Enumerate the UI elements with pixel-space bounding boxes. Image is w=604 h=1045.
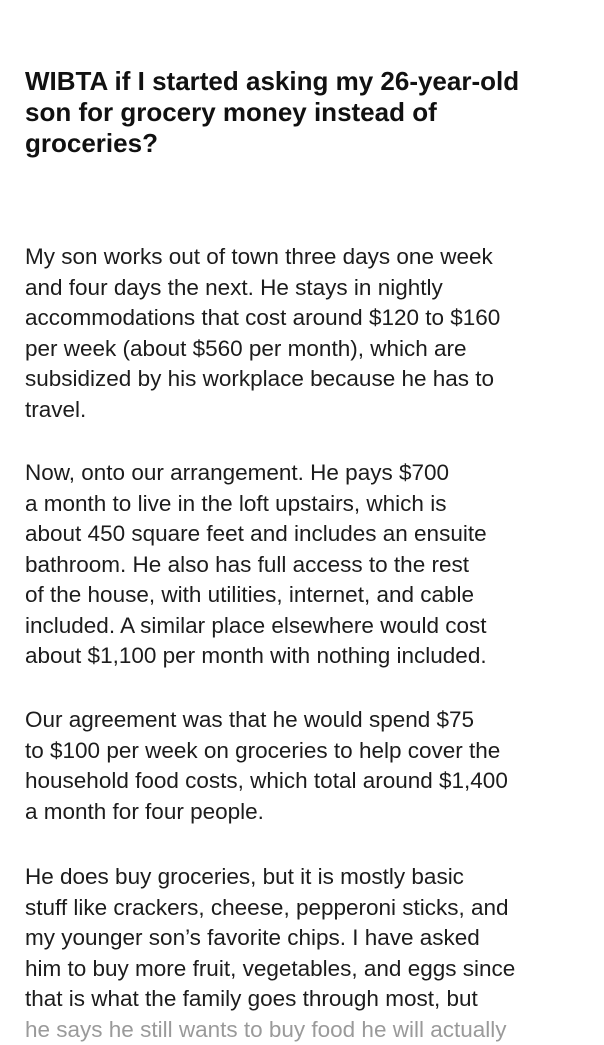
post-paragraph-1 <box>25 242 590 425</box>
paragraph-line: Now, onto our arrangement. He pays $700 <box>25 458 590 489</box>
paragraph-line-cutoff: he says he still wants to buy food he will actually <box>25 1015 590 1045</box>
title-line: son for grocery money instead of <box>25 97 585 128</box>
paragraph-line: to $100 per week on groceries to help cover the <box>25 736 590 767</box>
paragraph-line: travel. <box>25 395 590 426</box>
paragraph-line: He does buy groceries, but it is mostly basic <box>25 862 590 893</box>
paragraph-line: Our agreement was that he would spend $75 <box>25 705 590 736</box>
title-line: groceries? <box>25 128 585 159</box>
paragraph-line: about 450 square feet and includes an ensuite <box>25 519 590 550</box>
post-title <box>25 66 585 159</box>
paragraph-line: per week (about $560 per month), which are <box>25 334 590 365</box>
paragraph-line: a month for four people. <box>25 797 590 828</box>
paragraph-line: accommodations that cost around $120 to $160 <box>25 303 590 334</box>
paragraph-line: that is what the family goes through most, but <box>25 984 590 1015</box>
paragraph-line: included. A similar place elsewhere would cost <box>25 611 590 642</box>
paragraph-line: bathroom. He also has full access to the rest <box>25 550 590 581</box>
post-paragraph-4 <box>25 862 590 1045</box>
paragraph-line: stuff like crackers, cheese, pepperoni sticks, and <box>25 893 590 924</box>
paragraph-line: and four days the next. He stays in nightly <box>25 273 590 304</box>
paragraph-line: him to buy more fruit, vegetables, and eggs since <box>25 954 590 985</box>
paragraph-line: of the house, with utilities, internet, and cable <box>25 580 590 611</box>
paragraph-line: household food costs, which total around $1,400 <box>25 766 590 797</box>
paragraph-line: My son works out of town three days one week <box>25 242 590 273</box>
post-paragraph-2 <box>25 458 590 672</box>
paragraph-line: a month to live in the loft upstairs, which is <box>25 489 590 520</box>
paragraph-line: subsidized by his workplace because he has to <box>25 364 590 395</box>
post-paragraph-3 <box>25 705 590 827</box>
title-line: WIBTA if I started asking my 26-year-old <box>25 66 585 97</box>
paragraph-line: about $1,100 per month with nothing included. <box>25 641 590 672</box>
paragraph-line: my younger son’s favorite chips. I have asked <box>25 923 590 954</box>
